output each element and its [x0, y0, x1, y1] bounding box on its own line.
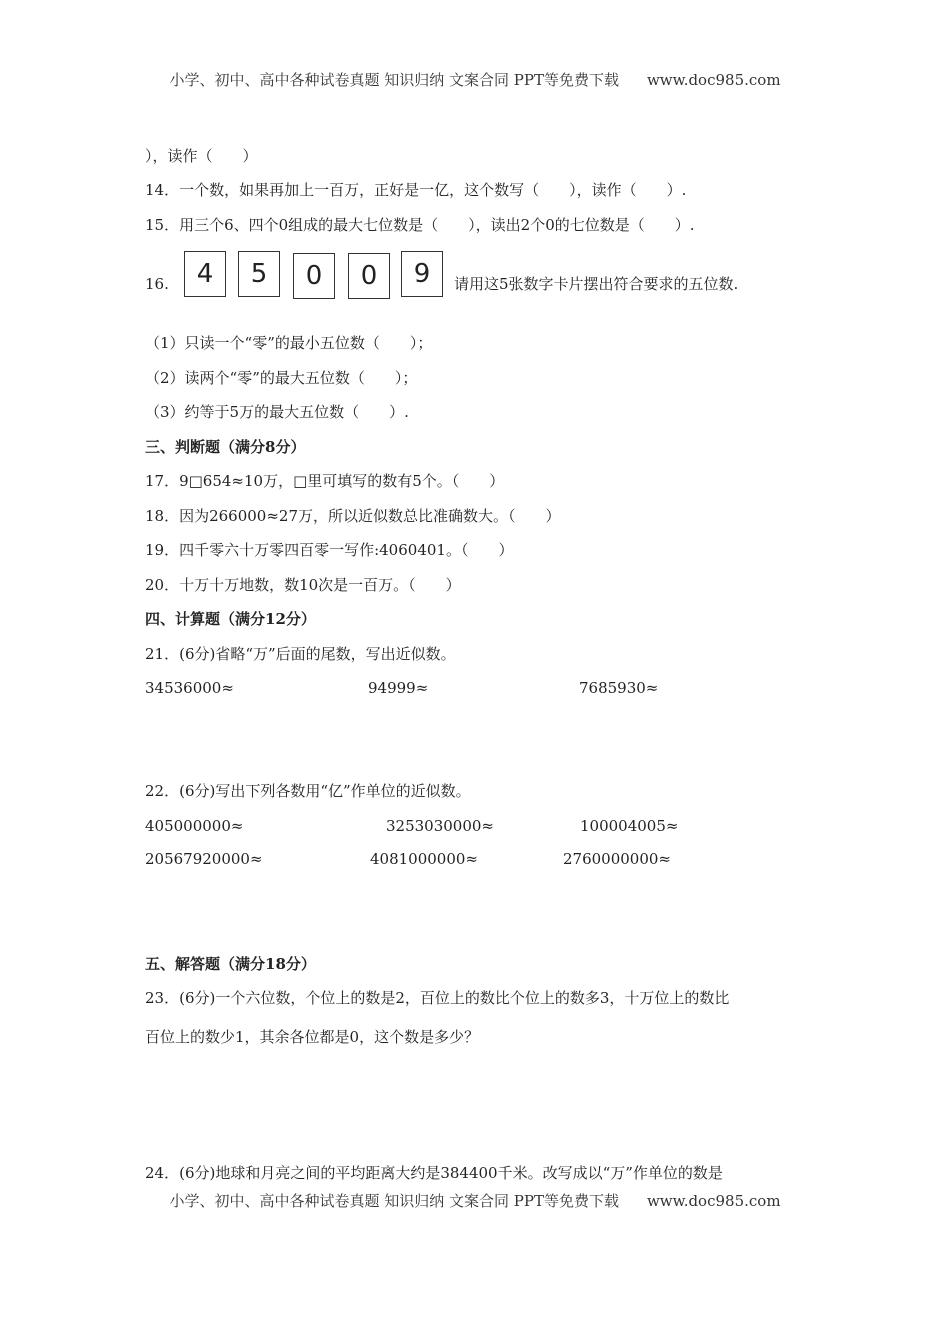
question-19: 19．四千零六十万零四百零一写作:4060401。（ ）	[145, 541, 514, 559]
question-14: 14．一个数，如果再加上一百万，正好是一亿，这个数写（ ），读作（ ）.	[145, 181, 687, 199]
q22-item: 3253030000≈	[386, 817, 495, 835]
section-5-title: 五、解答题（满分18分）	[145, 955, 316, 973]
section-3-title: 三、判断题（满分8分）	[145, 438, 306, 456]
q21-item: 34536000≈	[145, 679, 234, 697]
q22-item: 20567920000≈	[145, 850, 263, 868]
q13-continuation: ），读作（ ）	[145, 147, 258, 165]
page-footer	[0, 1191, 950, 1211]
q22-item: 405000000≈	[145, 817, 244, 835]
digit-card: 0	[348, 253, 390, 299]
section-4-title: 四、计算题（满分12分）	[145, 610, 316, 628]
question-16-part-2: （2）读两个“零”的最大五位数（ ）；	[145, 369, 418, 387]
q22-item: 2760000000≈	[563, 850, 672, 868]
page-header	[0, 70, 950, 90]
question-16-part-3: （3）约等于5万的最大五位数（ ）.	[145, 403, 409, 421]
question-16-number: 16.	[145, 275, 169, 293]
question-22: 22．(6分)写出下列各数用“亿”作单位的近似数。	[145, 782, 471, 800]
digit-card: 4	[184, 251, 226, 297]
footer-site: www.doc985.com	[646, 1192, 781, 1210]
question-23-line-1: 23．(6分)一个六位数，个位上的数是2，百位上的数比个位上的数多3，十万位上的数比	[145, 989, 730, 1007]
q21-item: 7685930≈	[579, 679, 659, 697]
question-16-text: 请用这5张数字卡片摆出符合要求的五位数.	[454, 275, 739, 293]
question-18: 18．因为266000≈27万，所以近似数总比准确数大。（ ）	[145, 507, 561, 525]
question-16-part-1: （1）只读一个“零”的最小五位数（ ）；	[145, 334, 433, 352]
q22-item: 4081000000≈	[370, 850, 479, 868]
question-20: 20．十万十万地数，数10次是一百万。（ ）	[145, 576, 461, 594]
question-17: 17．9□654≈10万，□里可填写的数有5个。（ ）	[145, 472, 505, 490]
question-15: 15．用三个6、四个0组成的最大七位数是（ ），读出2个0的七位数是（ ）.	[145, 216, 695, 234]
question-21: 21．(6分)省略“万”后面的尾数，写出近似数。	[145, 645, 456, 663]
digit-card: 5	[238, 251, 280, 297]
digit-card: 9	[401, 251, 443, 297]
q22-item: 100004005≈	[580, 817, 679, 835]
question-23-line-2: 百位上的数少1，其余各位都是0，这个数是多少？	[145, 1028, 480, 1046]
header-site: www.doc985.com	[646, 71, 781, 89]
digit-card: 0	[293, 253, 335, 299]
header-text: 小学、初中、高中各种试卷真题 知识归纳 文案合同 PPT等免费下载	[169, 71, 619, 89]
footer-text: 小学、初中、高中各种试卷真题 知识归纳 文案合同 PPT等免费下载	[169, 1192, 619, 1210]
question-24: 24．(6分)地球和月亮之间的平均距离大约是384400千米。改写成以“万”作单位的数是	[145, 1164, 723, 1182]
q21-item: 94999≈	[368, 679, 429, 697]
